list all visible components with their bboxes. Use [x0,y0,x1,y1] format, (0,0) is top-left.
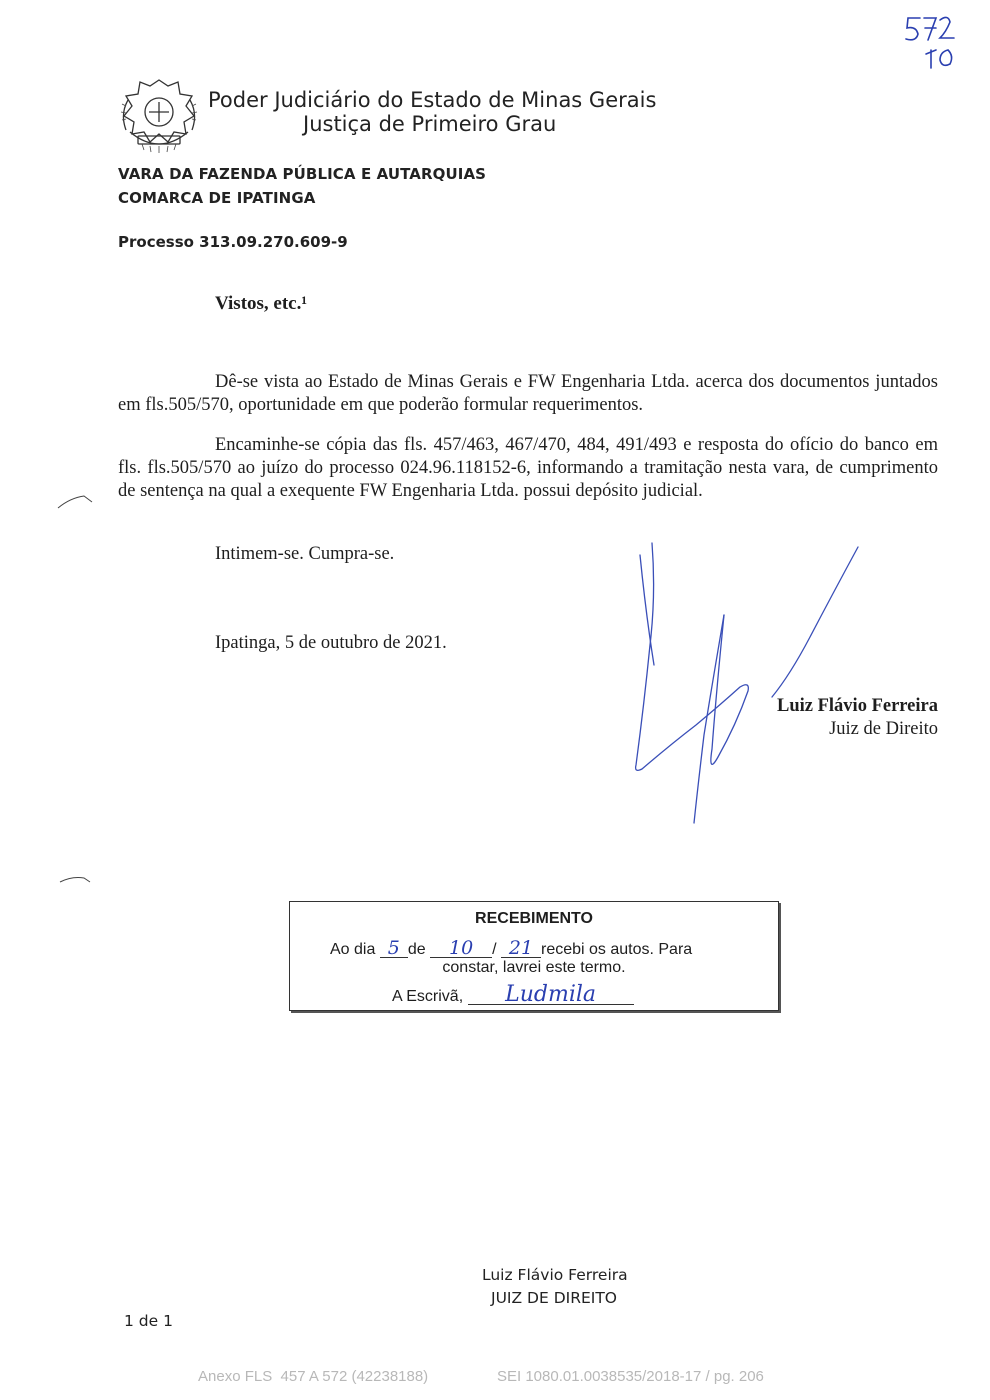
court-title: Poder Judiciário do Estado de Minas Gerais [208,88,657,112]
clerk-label: A Escrivã, [392,988,464,1005]
page-indicator: 1 de 1 [124,1312,173,1330]
order-paragraph-1 [118,371,938,417]
judge-title: Juiz de Direito [829,719,938,739]
receipt-title: RECEBIMENTO [475,910,593,927]
court-subtitle: Justiça de Primeiro Grau [303,112,557,136]
judge-name: Luiz Flávio Ferreira [777,696,938,716]
receipt-year: 21 [501,939,541,958]
order-paragraph-2 [118,434,938,503]
receipt-statement: constar, lavrei este termo. [442,959,626,976]
annex-watermark: Anexo FLS 457 A 572 (42238188) [198,1368,429,1385]
margin-pen-mark [58,872,94,888]
closing-statement: Intimem-se. Cumpra-se. [215,544,395,564]
greeting: Vistos, etc.¹ [215,293,308,314]
order-paragraph-1-text: Dê-se vista ao Estado de Minas Gerais e FW Engenharia Ltda. acerca dos documentos juntados em fls.505/570, oportunidade em que poderão formular requerimentos. [118,372,938,415]
handwritten-page-number-graphic [898,6,978,72]
margin-pen-mark [56,492,96,512]
receipt-date-line [330,939,692,959]
sei-watermark: SEI 1080.01.0038535/2018-17 / pg. 206 [497,1368,764,1385]
receipt-month: 10 [430,939,492,958]
process-number: Processo 313.09.270.609-9 [118,233,348,251]
coat-of-arms-seal [116,74,202,158]
place-and-date: Ipatinga, 5 de outubro de 2021. [215,633,447,653]
receipt-suffix: recebi os autos. Para [540,941,693,958]
department-name: VARA DA FAZENDA PÚBLICA E AUTARQUIAS [118,165,487,183]
receipt-stamp [289,901,779,1011]
receipt-prefix: Ao dia [330,941,376,958]
footer-signer-role: JUIZ DE DIREITO [491,1289,617,1307]
order-paragraph-2-text: Encaminhe-se cópia das fls. 457/463, 467/470, 484, 491/493 e resposta do ofício do banco em fls. fls.505/570 ao juízo do processo 024.96.118152-6, informando a tramitação nesta vara, de cumprimento de sentença na qual a exequente FW Engenharia Ltda. possui depósito judicial. [118,435,938,501]
footer-signer-name: Luiz Flávio Ferreira [482,1266,628,1284]
receipt-day: 5 [380,939,408,958]
district-name: COMARCA DE IPATINGA [118,189,316,207]
receipt-clerk-line [392,982,634,1007]
receipt-slash: / [492,941,497,958]
clerk-signature: Ludmila [468,986,634,1005]
handwritten-page-number [898,6,978,72]
receipt-de: de [407,941,426,958]
judge-handwritten-signature [600,535,880,835]
